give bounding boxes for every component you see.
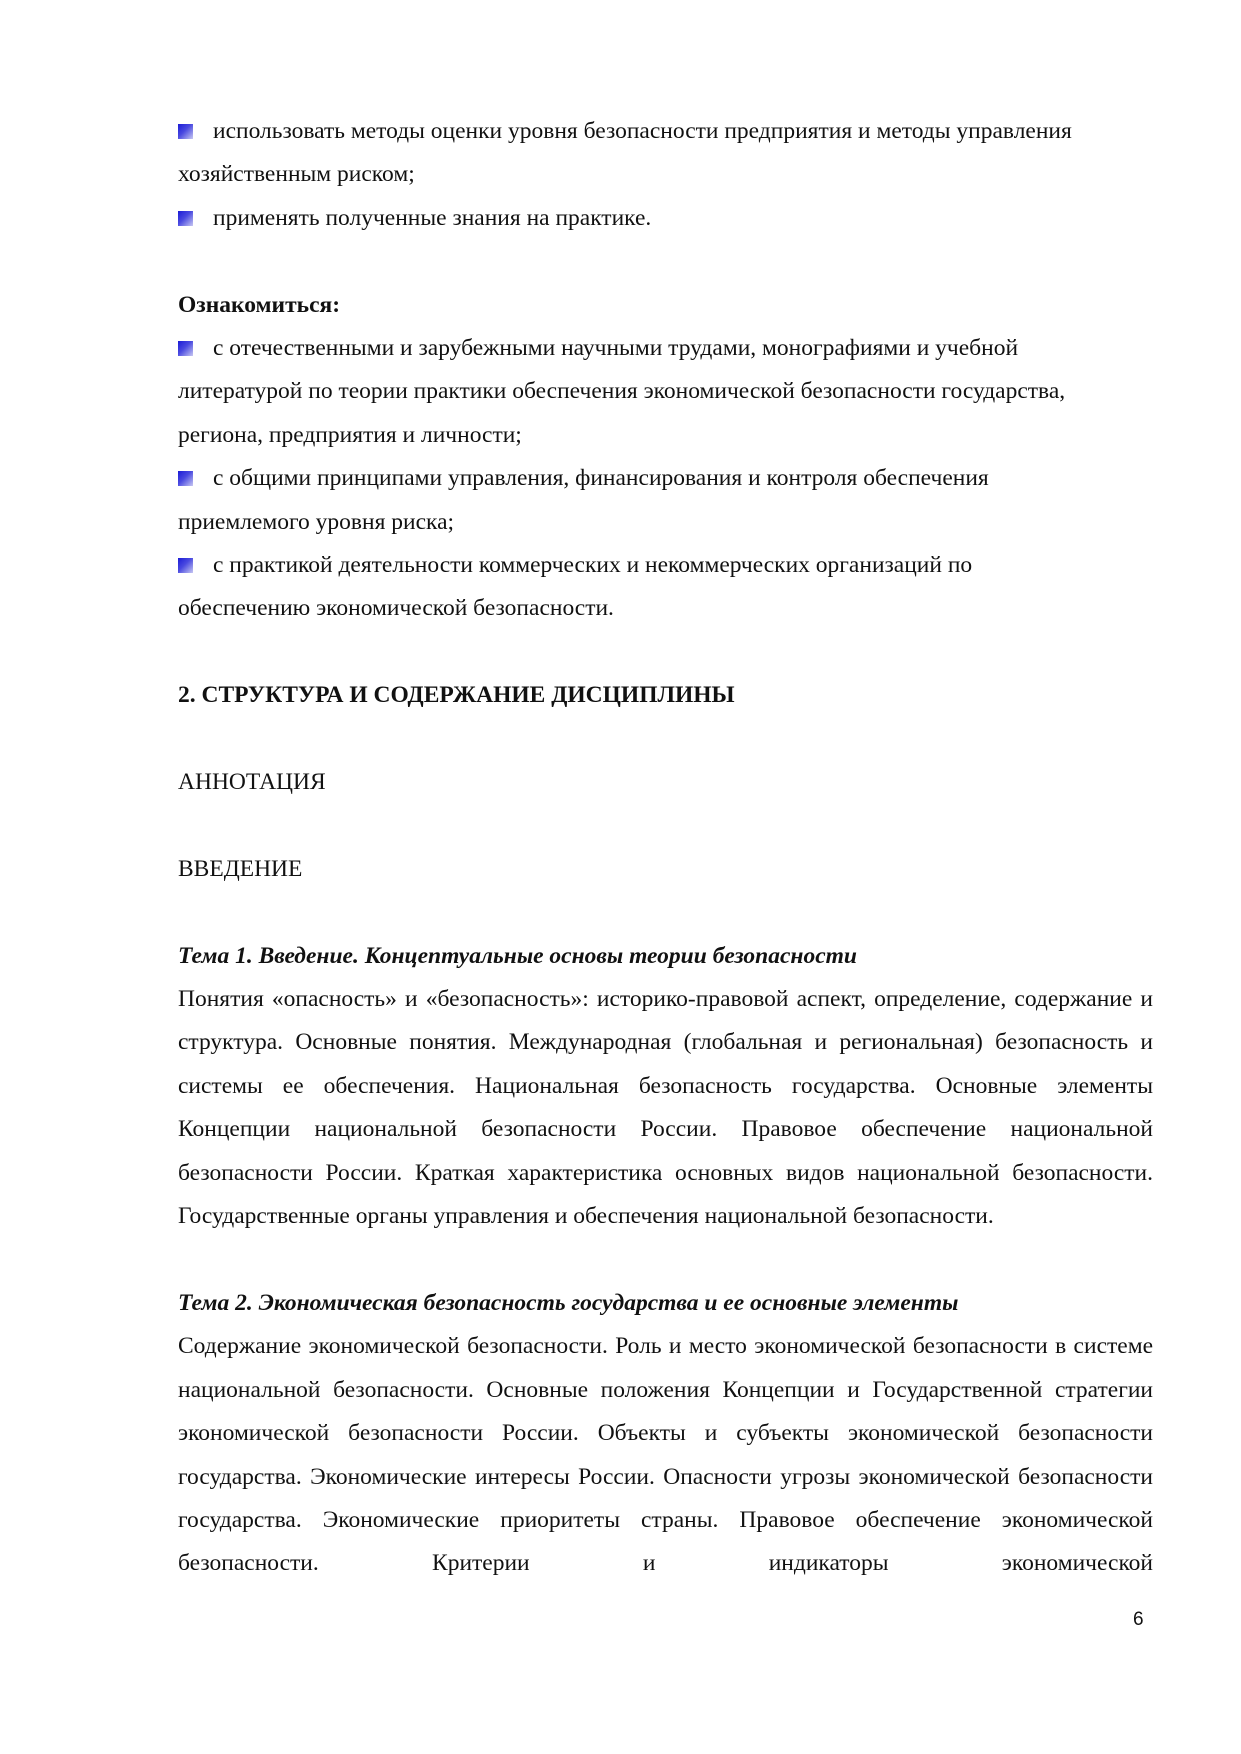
list-item	[178, 327, 1153, 457]
list-item	[178, 544, 1153, 631]
square-bullet-icon	[178, 471, 193, 486]
page-number: 6	[1133, 1609, 1144, 1630]
list-item-text: обеспечению экономической безопасности.	[178, 595, 614, 622]
annotation-heading: АННОТАЦИЯ	[178, 769, 326, 796]
familiarize-heading: Ознакомиться:	[178, 291, 341, 318]
list-item-text: приемлемого уровня риска;	[178, 508, 455, 535]
theme-2-title: Тема 2. Экономическая безопасность государства и ее основные элементы	[178, 1289, 959, 1316]
square-bullet-icon	[178, 124, 193, 139]
theme-2-text: Содержание экономической безопасности. Роль и место экономической безопасности в системе национальной безопасности. Основные положения Концепции и Государственной стратегии экономической безопасности России. Объекты и субъекты экономической безопасности государства. Экономические интересы России. Опасности угрозы экономической безопасности государства. Экономические приоритеты страны. Правовое обеспечение экономической безопасности. Критерии и индикаторы экономической	[178, 1333, 1153, 1577]
square-bullet-icon	[178, 211, 193, 226]
bullet-list-intro	[178, 110, 1153, 240]
list-item	[178, 457, 1153, 544]
list-item	[178, 197, 1153, 240]
introduction-heading: ВВЕДЕНИЕ	[178, 855, 303, 882]
list-item-text: с практикой деятельности коммерческих и некоммерческих организаций по	[213, 552, 973, 579]
list-item-text: с общими принципами управления, финансирования и контроля обеспечения	[213, 465, 989, 492]
list-item-text: региона, предприятия и личности;	[178, 421, 522, 448]
square-bullet-icon	[178, 341, 193, 356]
theme-1-title: Тема 1. Введение. Концептуальные основы теории безопасности	[178, 942, 857, 969]
list-item-text: хозяйственным риском;	[178, 161, 415, 188]
section-title: 2. СТРУКТУРА И СОДЕРЖАНИЕ ДИСЦИПЛИНЫ	[178, 682, 735, 709]
bullet-list-familiarize	[178, 327, 1153, 631]
list-item-text: применять полученные знания на практике.	[213, 204, 652, 231]
theme-1-text: Понятия «опасность» и «безопасность»: историко-правовой аспект, определение, содержание и структура. Основные понятия. Международная (глобальная и региональная) безопасность и системы ее обеспечения. Национальная безопасность государства. Основные элементы Концепции национальной безопасности России. Правовое обеспечение национальной безопасности России. Краткая характеристика основных видов национальной безопасности. Государственные органы управления и обеспечения национальной безопасности.	[178, 986, 1153, 1230]
list-item-text: с отечественными и зарубежными научными трудами, монографиями и учебной	[213, 335, 1019, 362]
square-bullet-icon	[178, 558, 193, 573]
list-item-text: использовать методы оценки уровня безопасности предприятия и методы управления	[213, 118, 1072, 144]
list-item-text: литературой по теории практики обеспечения экономической безопасности государства,	[178, 378, 1066, 405]
document-page	[178, 110, 1153, 1586]
list-item	[178, 110, 1153, 197]
